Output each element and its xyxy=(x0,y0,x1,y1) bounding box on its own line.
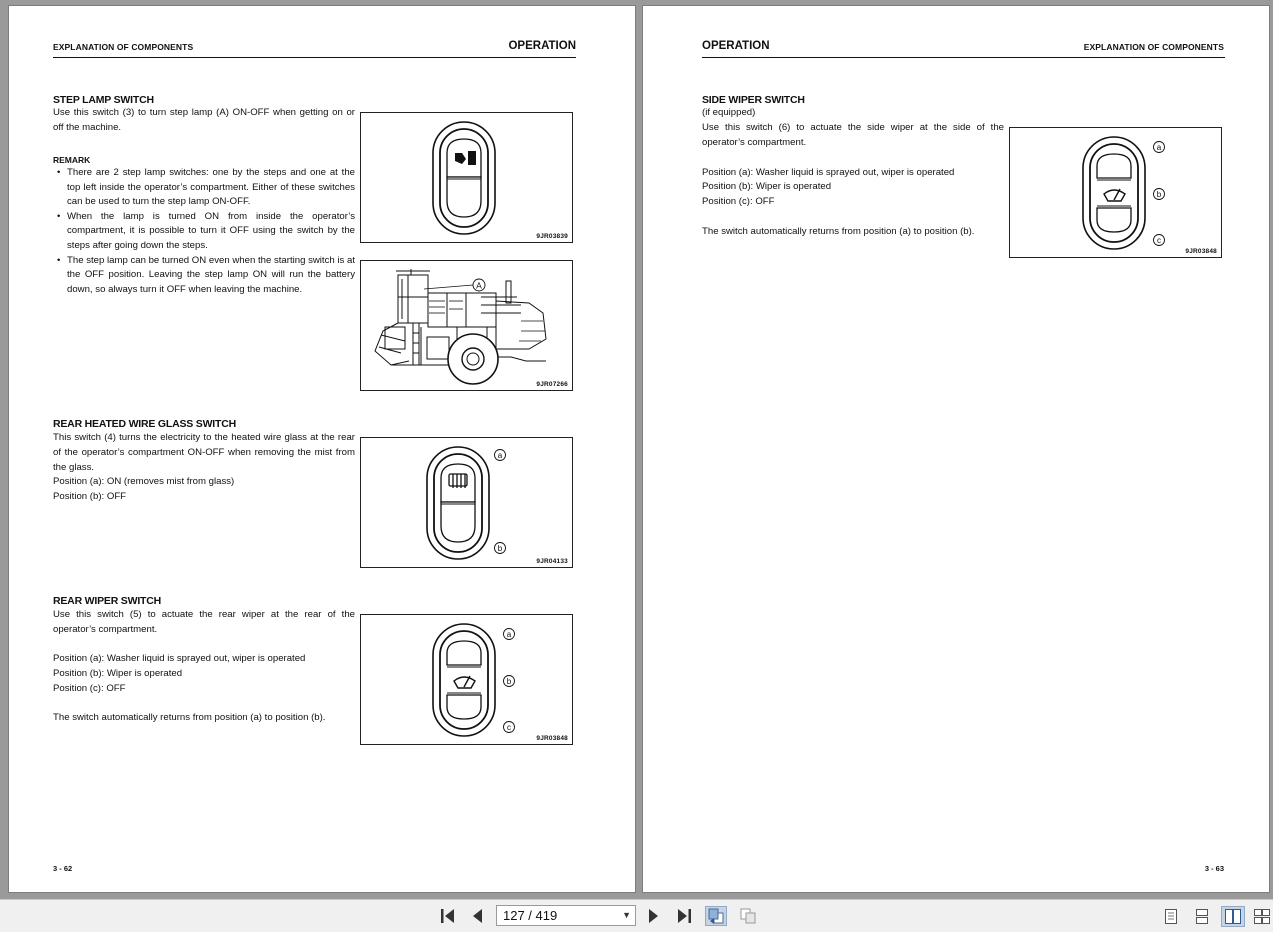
side-wiper-title: SIDE WIPER SWITCH xyxy=(702,94,805,106)
page-number: 3 - 62 xyxy=(53,864,73,873)
side-wiper-body: Use this switch (6) to actuate the side wiper at the side of the operator’s compartment. xyxy=(702,122,1004,148)
side-wiper-subtitle: (if equipped) xyxy=(702,107,756,118)
remark-list xyxy=(53,166,355,297)
callout-label-a: A xyxy=(476,280,482,291)
running-header-right: OPERATION xyxy=(508,40,576,52)
next-page-icon xyxy=(647,908,661,924)
header-rule xyxy=(702,57,1225,58)
remark-bullet: • The step lamp can be turned ON even when the starting switch is at the OFF position. Leaving the step lamp ON will run the battery down, so always turn it OFF when leaving the machine. xyxy=(53,254,355,298)
previous-view-button[interactable] xyxy=(705,906,727,926)
wiper-symbol-icon xyxy=(1104,189,1125,201)
remark-bullet: • When the lamp is turned ON from inside the operator’s compartment, it is possible to turn it OFF using the switch by the steps after going down the steps. xyxy=(53,210,355,254)
machine-step-lamp-figure xyxy=(360,260,573,391)
rear-wiper-position-c: Position (c): OFF xyxy=(53,683,126,694)
running-header-right: EXPLANATION OF COMPONENTS xyxy=(1083,42,1224,52)
rocker-switch-icon xyxy=(361,438,572,567)
last-page-button[interactable] xyxy=(673,906,695,926)
figure-code: 9JR07266 xyxy=(536,381,568,388)
step-lamp-title: STEP LAMP SWITCH xyxy=(53,94,154,106)
page-number: 3 - 63 xyxy=(1204,864,1224,873)
rear-heated-glass-switch-figure xyxy=(360,437,573,568)
position-label-a: a xyxy=(1156,143,1162,152)
rear-wiper-body: Use this switch (5) to actuate the rear wiper at the rear of the operator’s compartment. xyxy=(53,609,355,635)
rear-wiper-position-b: Position (b): Wiper is operated xyxy=(53,668,183,679)
first-page-button[interactable] xyxy=(437,906,459,926)
running-header-left: OPERATION xyxy=(702,40,770,52)
continuous-view-icon xyxy=(1195,908,1209,925)
rocker-switch-icon xyxy=(361,615,572,744)
rear-wiper-note: The switch automatically returns from position (a) to position (b). xyxy=(53,712,326,723)
side-wiper-switch-figure xyxy=(1009,127,1222,258)
position-label-b: b xyxy=(1156,190,1162,199)
facing-view-icon xyxy=(1224,908,1242,925)
header-rule xyxy=(53,57,576,58)
rear-heated-glass-body: This switch (4) turns the electricity to the heated wire glass at the rear of the operator’s compartment ON-OFF when removing the mist from the glass. xyxy=(53,432,355,473)
single-page-view-button[interactable] xyxy=(1159,906,1183,927)
chevron-down-icon: ▼ xyxy=(622,910,631,920)
position-label-a: a xyxy=(497,451,503,460)
rocker-switch-icon xyxy=(1010,128,1221,257)
side-wiper-position-c: Position (c): OFF xyxy=(702,196,775,207)
rear-wiper-position-a: Position (a): Washer liquid is sprayed out, wiper is operated xyxy=(53,653,306,664)
first-page-icon xyxy=(439,908,457,924)
rear-wiper-title: REAR WIPER SWITCH xyxy=(53,595,162,607)
continuous-view-button[interactable] xyxy=(1190,906,1214,927)
wiper-symbol-icon xyxy=(454,676,475,688)
page-number-select[interactable] xyxy=(496,905,636,926)
position-label-b: b xyxy=(506,677,512,686)
right-document-page xyxy=(643,6,1269,892)
figure-code: 9JR03848 xyxy=(1185,248,1217,255)
previous-page-icon xyxy=(470,908,484,924)
figure-code: 9JR04133 xyxy=(536,558,568,565)
position-label-b: b xyxy=(497,544,503,553)
step-lamp-switch-figure xyxy=(360,112,573,243)
next-page-button[interactable] xyxy=(643,906,665,926)
remark-heading: REMARK xyxy=(53,155,91,165)
next-view-button[interactable] xyxy=(737,906,759,926)
position-label-c: c xyxy=(507,723,511,732)
wheel-loader-illustration-icon xyxy=(361,261,572,390)
previous-page-button[interactable] xyxy=(466,906,488,926)
side-wiper-position-a: Position (a): Washer liquid is sprayed out, wiper is operated xyxy=(702,167,955,178)
rear-wiper-switch-figure xyxy=(360,614,573,745)
step-lamp-body: Use this switch (3) to turn step lamp (A) ON-OFF when getting on or off the machine. xyxy=(53,107,355,133)
remark-bullet: • There are 2 step lamp switches: one by the steps and one at the top left inside the operator’s compartment. Either of these switches can be used to turn the step lamp ON-OFF. xyxy=(53,166,355,210)
position-label-c: c xyxy=(1157,236,1161,245)
continuous-facing-view-button[interactable] xyxy=(1251,906,1273,927)
running-header-left: EXPLANATION OF COMPONENTS xyxy=(53,42,194,52)
facing-view-button[interactable] xyxy=(1221,906,1245,927)
rocker-switch-icon xyxy=(361,113,572,242)
pdf-viewer-toolbar xyxy=(0,899,1273,932)
single-page-view-icon xyxy=(1164,908,1178,925)
rear-heated-position-b: Position (b): OFF xyxy=(53,491,127,502)
previous-view-icon xyxy=(707,908,725,924)
continuous-facing-view-icon xyxy=(1253,908,1271,925)
last-page-icon xyxy=(675,908,693,924)
next-view-icon xyxy=(739,908,757,924)
left-document-page xyxy=(9,6,635,892)
rear-heated-glass-title: REAR HEATED WIRE GLASS SWITCH xyxy=(53,418,237,430)
side-wiper-position-b: Position (b): Wiper is operated xyxy=(702,181,832,192)
figure-code: 9JR03848 xyxy=(536,735,568,742)
page-indicator: 127 / 419 xyxy=(503,908,558,923)
side-wiper-note: The switch automatically returns from position (a) to position (b). xyxy=(702,226,975,237)
figure-code: 9JR03839 xyxy=(536,233,568,240)
position-label-a: a xyxy=(506,630,512,639)
rear-heated-position-a: Position (a): ON (removes mist from glass) xyxy=(53,476,235,487)
